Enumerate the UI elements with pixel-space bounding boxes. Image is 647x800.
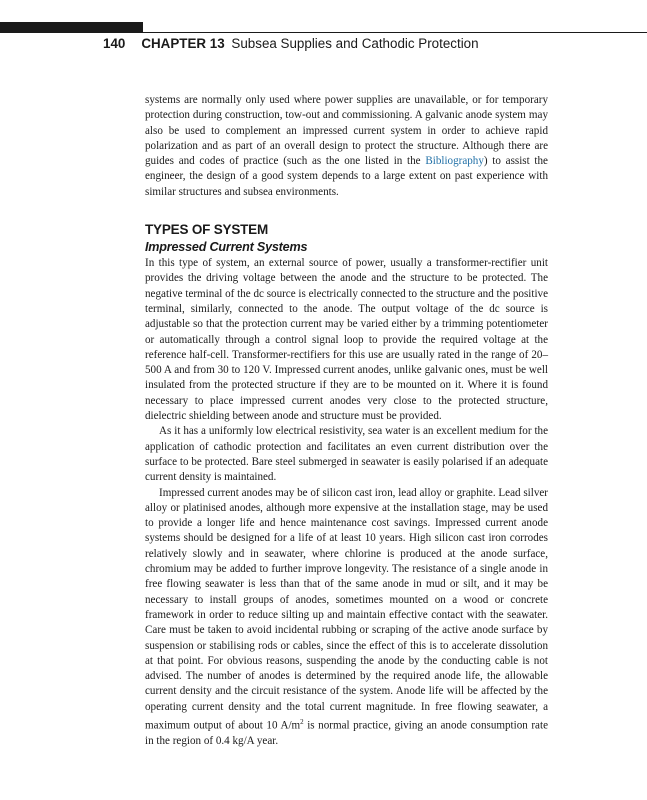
chapter-title: Subsea Supplies and Cathodic Protection: [231, 36, 479, 51]
paragraph-anodes-end: is normal practice, giving an anode consumption rate in the region of 0.4 kg/A year.: [145, 719, 548, 747]
paragraph-intro: [145, 93, 548, 200]
paragraph-intro-text: systems are normally only used where power supplies are unavailable, or for temporary protection during construction, tow-out and commissioning. A galvanic anode system may also be used to complement an impressed current system in order to achieve rapid polarization and as part of an overall design to protect the structure. Although there are guides and codes of practice (such as the one listed in the: [145, 94, 548, 168]
page-body: [145, 93, 548, 749]
page-number: 140: [103, 36, 126, 51]
bibliography-link[interactable]: Bibliography: [425, 155, 484, 168]
running-header: [103, 36, 479, 51]
paragraph-intro-text-end: ) to assist the engineer, the design of a good system depends to a large extent on past experience with similar structures and subsea environments.: [145, 155, 548, 198]
paragraph-anodes-text: Impressed current anodes may be of silicon cast iron, lead alloy or graphite. Lead silver alloy or platinised anodes, although more expensive at the installation stage, may be used to provide a longer life and hence maintenance cost savings. Impressed current anode systems should be designed for a life of at least 10 years. High silicon cast iron corrodes relatively slowly and in seawater, where chlorine is produced at the anode surface, chromium may be added to further improve longevity. The resistance of a single anode in free flowing seawater is less than that of the same anode in mud or silt, and it may be necessary to install groups of anodes, sometimes mounted on a wood or concrete framework in order to reduce silting up and maintain effective contact with the seawater. Care must be taken to avoid incidental rubbing or scraping of the active anode surface by suspension or stabilising rods or cables, since the effect of this is to accelerate dissolution at that point. For obvious reasons, suspending the anode by the conducting cable is not advised. The number of anodes is determined by the required anode life, the allowable current density and the circuit resistance of the system. Anode life will be affected by the operating current density and the total current magnitude. In free flowing seawater, a maximum output of about 10 A/m: [145, 486, 548, 732]
subsection-heading: Impressed Current Systems: [145, 240, 308, 255]
chapter-label: CHAPTER 13: [141, 36, 225, 51]
header-bar: [0, 22, 143, 33]
header-rule: [143, 32, 647, 33]
paragraph-anodes: [145, 486, 548, 750]
paragraph-seawater: As it has a uniformly low electrical resistivity, sea water is an excellent medium for the application of cathodic protection and facilitates an even current distribution over the surface to be protected. Bare steel submerged in seawater is easily polarised if an adequate current density is maintained.: [145, 425, 548, 484]
paragraph-impressed-current: In this type of system, an external source of power, usually a transformer-rectifier unit provides the driving voltage between the anode and the structure to be protected. The negative terminal of the dc source is electrically connected to the structure and the positive terminal, similarly, connected to the anode. The output voltage of the dc source is adjustable so that the protection current may be varied either by a trimming potentiometer or automatically through a control signal loop to provide the required voltage at the reference half-cell. Transformer-rectifiers for this use are usually rated in the range of 20–500 A and from 30 to 120 V. Impressed current anodes, unlike galvanic ones, must be well insulated from the protected structure if they are to be mounted on it. Where it is found necessary to place impressed current anodes very close to the protected structure, dielectric shielding between anode and structure must be provided.: [145, 257, 548, 423]
section-heading: TYPES OF SYSTEM: [145, 222, 269, 238]
superscript: 2: [300, 717, 304, 726]
